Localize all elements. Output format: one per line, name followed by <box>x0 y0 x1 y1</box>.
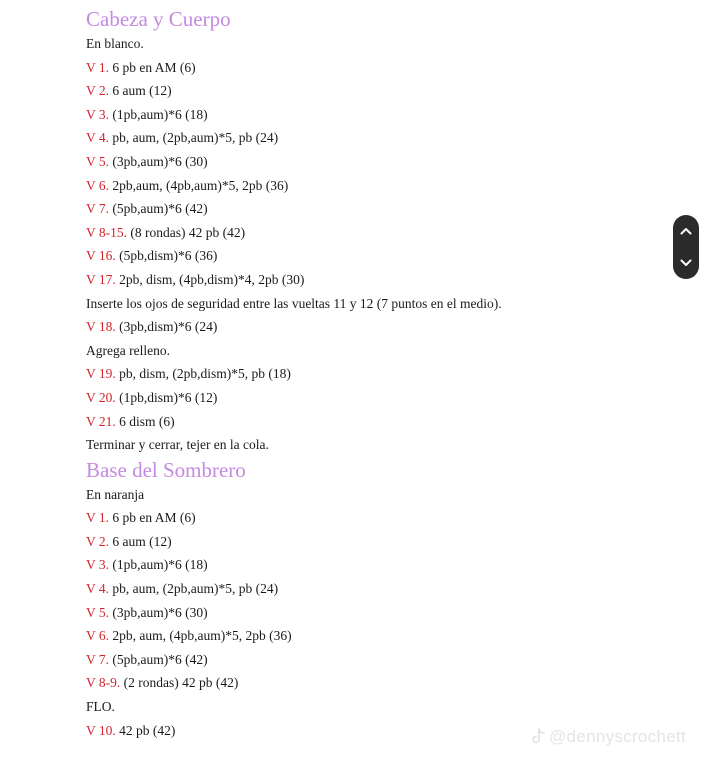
round-instructions: 42 pb (42) <box>115 722 176 738</box>
pattern-line <box>86 315 656 339</box>
pattern-line <box>86 56 656 80</box>
round-label: V 10. <box>86 722 116 738</box>
scroll-up-button[interactable] <box>675 218 697 244</box>
pattern-line <box>86 244 656 268</box>
pattern-line <box>86 174 656 198</box>
round-label: V 2. <box>86 83 110 99</box>
round-label: V 5. <box>86 153 110 169</box>
round-label: V 20. <box>86 389 116 405</box>
round-instructions: 2pb,aum, (4pb,aum)*5, 2pb (36) <box>109 177 289 193</box>
pattern-line <box>86 197 656 221</box>
round-label: V 17. <box>86 271 116 287</box>
round-label: V 7. <box>86 651 110 667</box>
pattern-line <box>86 483 656 507</box>
round-instructions: FLO. <box>86 699 115 715</box>
round-instructions: pb, aum, (2pb,aum)*5, pb (24) <box>109 130 279 146</box>
pattern-line <box>86 268 656 292</box>
round-label: V 16. <box>86 248 116 264</box>
pattern-line <box>86 433 656 457</box>
pattern-line <box>86 624 656 648</box>
section-cabeza-cuerpo <box>86 6 656 457</box>
round-label: V 8-9. <box>86 675 121 691</box>
chevron-down-icon <box>680 259 692 267</box>
pattern-line <box>86 221 656 245</box>
round-instructions: (1pb,aum)*6 (18) <box>109 106 208 122</box>
pattern-line <box>86 32 656 56</box>
pattern-line <box>86 648 656 672</box>
round-label: V 3. <box>86 557 110 573</box>
watermark <box>530 727 686 747</box>
section-base-sombrero <box>86 457 656 743</box>
round-instructions: Inserte los ojos de seguridad entre las vueltas 11 y 12 (7 puntos en el medio). <box>86 295 502 311</box>
pattern-line <box>86 410 656 434</box>
round-instructions: En blanco. <box>86 36 144 51</box>
round-instructions: 6 dism (6) <box>115 413 175 429</box>
pattern-line <box>86 553 656 577</box>
round-instructions: (1pb,dism)*6 (12) <box>115 389 218 405</box>
round-label: V 18. <box>86 319 116 335</box>
chevron-up-icon <box>680 227 692 235</box>
round-label: V 1. <box>86 59 110 75</box>
round-label: V 6. <box>86 628 110 644</box>
round-label: V 3. <box>86 106 110 122</box>
round-label: V 4. <box>86 130 110 146</box>
round-instructions: (8 rondas) 42 pb (42) <box>127 224 246 240</box>
round-instructions: (5pb,aum)*6 (42) <box>109 651 208 667</box>
round-instructions: 6 aum (12) <box>109 83 172 99</box>
pattern-line <box>86 506 656 530</box>
tiktok-icon <box>530 728 546 746</box>
pattern-line <box>86 126 656 150</box>
pattern-line <box>86 292 656 316</box>
section-title: Cabeza y Cuerpo <box>86 7 231 31</box>
pattern-line <box>86 530 656 554</box>
round-label: V 5. <box>86 604 110 620</box>
round-label: V 1. <box>86 510 110 526</box>
round-instructions: (1pb,aum)*6 (18) <box>109 557 208 573</box>
round-instructions: 6 pb en AM (6) <box>109 510 196 526</box>
pattern-line <box>86 601 656 625</box>
round-instructions: (3pb,dism)*6 (24) <box>115 319 218 335</box>
pattern-line <box>86 103 656 127</box>
pattern-line <box>86 577 656 601</box>
round-instructions: (5pb,dism)*6 (36) <box>115 248 218 264</box>
round-instructions: Terminar y cerrar, tejer en la cola. <box>86 437 269 453</box>
section-lines <box>86 32 656 457</box>
pattern-line <box>86 150 656 174</box>
pattern-line <box>86 671 656 695</box>
pattern-line <box>86 695 656 719</box>
pattern-line <box>86 386 656 410</box>
round-instructions: pb, dism, (2pb,dism)*5, pb (18) <box>115 366 291 382</box>
round-label: V 2. <box>86 533 110 549</box>
round-instructions: (3pb,aum)*6 (30) <box>109 153 208 169</box>
round-label: V 7. <box>86 201 110 217</box>
round-instructions: Agrega relleno. <box>86 342 170 358</box>
round-instructions: En naranja <box>86 486 145 502</box>
watermark-text: @dennyscrochett <box>549 727 687 746</box>
scroll-controls <box>673 215 699 279</box>
pattern-document <box>86 6 656 742</box>
round-instructions: (3pb,aum)*6 (30) <box>109 604 208 620</box>
round-label: V 21. <box>86 413 116 429</box>
section-title: Base del Sombrero <box>86 457 246 482</box>
round-instructions: 6 pb en AM (6) <box>109 59 196 75</box>
round-label: V 6. <box>86 177 110 193</box>
scroll-down-button[interactable] <box>675 250 697 276</box>
round-label: V 19. <box>86 366 116 382</box>
round-instructions: (5pb,aum)*6 (42) <box>109 201 208 217</box>
pattern-line <box>86 362 656 386</box>
round-instructions: (2 rondas) 42 pb (42) <box>120 675 239 691</box>
round-instructions: 6 aum (12) <box>109 533 172 549</box>
round-label: V 8-15. <box>86 224 128 240</box>
section-lines <box>86 483 656 743</box>
pattern-line <box>86 79 656 103</box>
round-instructions: pb, aum, (2pb,aum)*5, pb (24) <box>109 581 279 597</box>
round-instructions: 2pb, dism, (4pb,dism)*4, 2pb (30) <box>115 271 305 287</box>
round-label: V 4. <box>86 581 110 597</box>
pattern-line <box>86 339 656 363</box>
round-instructions: 2pb, aum, (4pb,aum)*5, 2pb (36) <box>109 628 292 644</box>
